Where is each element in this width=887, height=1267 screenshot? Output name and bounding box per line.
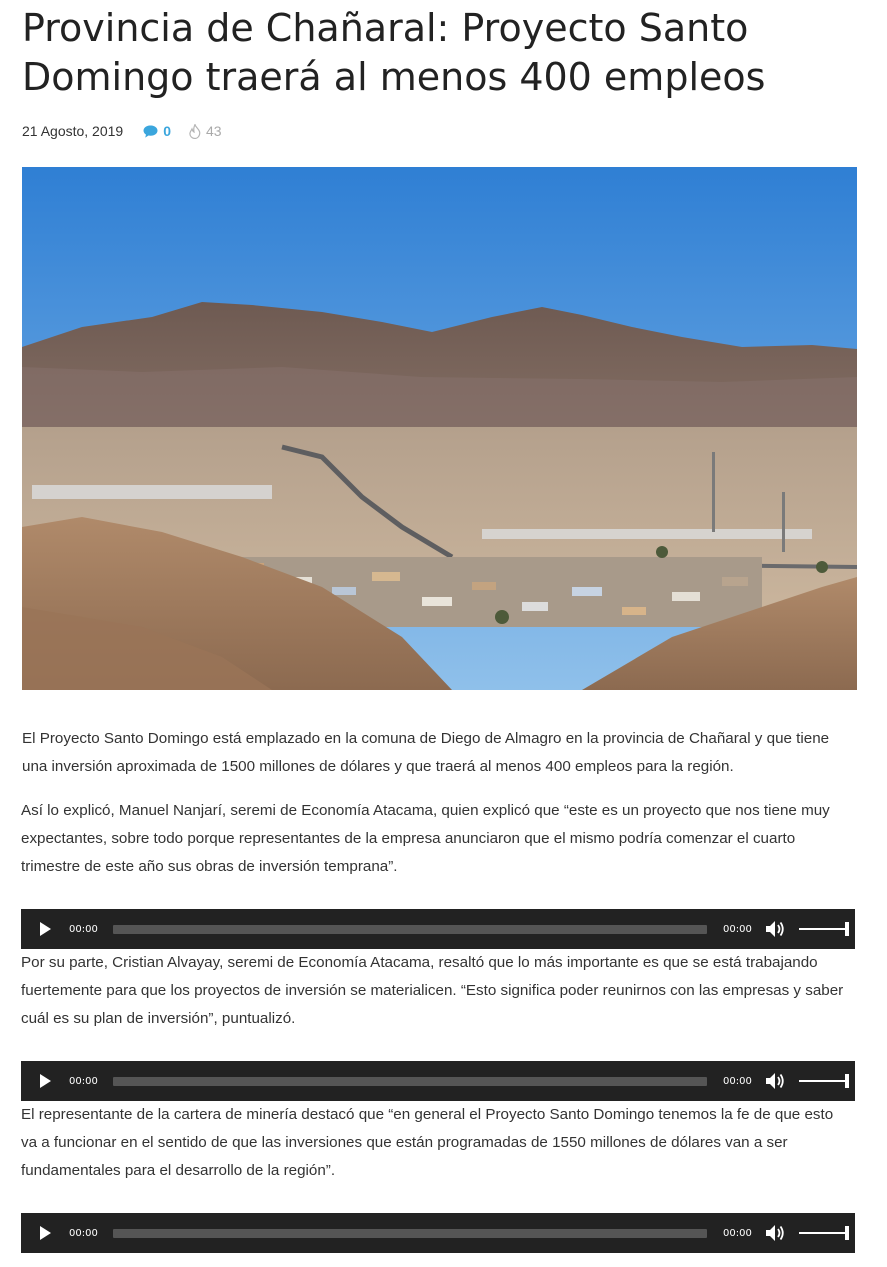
audio-player [21,1213,855,1253]
article-title: Provincia de Chañaral: Proyecto Santo Domingo traerá al menos 400 empleos [22,6,766,99]
volume-bar [799,1225,855,1241]
article-paragraph: El Proyecto Santo Domingo está emplazado en la comuna de Diego de Almagro en la provincia de Chañaral y que tiene una inversión aproximada de 1500 millones de dólares y que traerá al menos 400 empleos para la región. [22,730,830,775]
current-time: 00:00 [69,1075,98,1087]
article-paragraph: Por su parte, Cristian Alvayay, seremi de Economía Atacama, resaltó que lo más importante es que se está trabajando fuertemente para que los proyectos de inversión se materialicen. “Esto significa poder reunirnos con las empresas y saber cuál es su plan de inversión”, puntualizó. [21,954,844,1027]
play-icon [37,1225,53,1241]
flame-icon [189,124,201,139]
speaker-icon [765,1072,785,1090]
comment-icon [143,125,158,138]
time-slider[interactable] [113,925,707,934]
mute-button[interactable] [765,1071,785,1091]
views-counter [189,123,222,139]
speaker-icon [765,920,785,938]
landscape-photo [22,167,857,690]
time-slider[interactable] [113,1229,707,1238]
comments-link[interactable] [143,123,171,139]
current-time: 00:00 [69,1227,98,1239]
time-slider[interactable] [113,1077,707,1086]
mute-button[interactable] [765,1223,785,1243]
play-button[interactable] [37,1222,59,1244]
audio-player [21,1061,855,1101]
views-count: 43 [206,123,222,139]
speaker-icon [765,1224,785,1242]
comments-count: 0 [163,123,171,139]
play-button[interactable] [37,1070,59,1092]
hero-image [22,167,857,690]
volume-bar [799,921,855,937]
duration: 00:00 [723,1227,752,1239]
duration: 00:00 [723,1075,752,1087]
play-button[interactable] [37,918,59,940]
mute-button[interactable] [765,919,785,939]
current-time: 00:00 [69,923,98,935]
volume-slider[interactable] [799,1225,855,1241]
play-icon [37,1073,53,1089]
volume-slider[interactable] [799,921,855,937]
play-icon [37,921,53,937]
article-paragraph: Así lo explicó, Manuel Nanjarí, seremi de Economía Atacama, quien explicó que “este es un proyecto que nos tiene muy expectantes, sobre todo porque representantes de la empresa anunciaron que el mismo podría comenzar el cuarto trimestre de este año sus obras de inversión temprana”. [21,802,830,875]
volume-bar [799,1073,855,1089]
article-paragraph: El representante de la cartera de minería destacó que “en general el Proyecto Santo Domingo tenemos la fe de que esto va a funcionar en el sentido de que las inversiones que están programadas de 1550 millones de dólares van a ser fundamentales para el desarrollo de la región”. [21,1106,834,1179]
article-date: 21 Agosto, 2019 [22,123,124,139]
audio-player [21,909,855,949]
article-meta [22,120,222,142]
duration: 00:00 [723,923,752,935]
volume-slider[interactable] [799,1073,855,1089]
